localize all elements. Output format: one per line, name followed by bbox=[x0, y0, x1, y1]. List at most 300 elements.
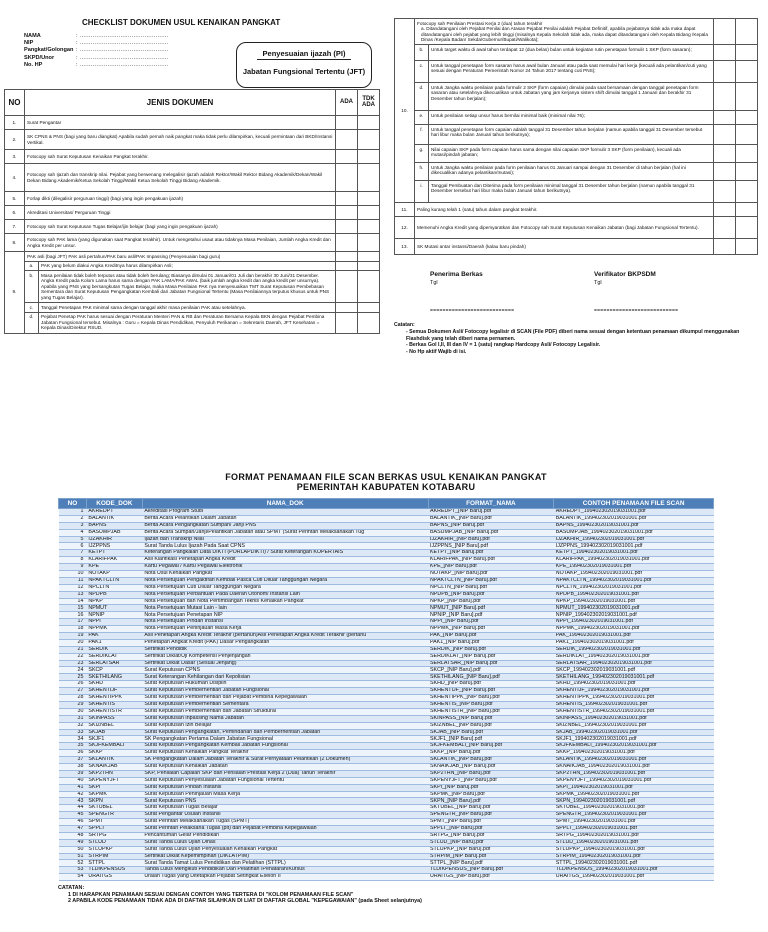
checklist-row bbox=[5, 206, 380, 220]
cell-no: 49 bbox=[59, 839, 87, 846]
subrow-key: i. bbox=[415, 181, 429, 203]
cell-kode: TLDIKPENSUS bbox=[86, 867, 142, 874]
cell-nama: Tanda Lulus Mengikuti Pendidikan Dan Pelatihan /Penataran/Kursus bbox=[142, 867, 428, 874]
cell-format: PAK_[NIP Baru].pdf bbox=[428, 633, 554, 640]
cell-nama: Nota Persetujuan Perbantuan Pada Daerah Otonom/ Instansi Lain bbox=[142, 591, 428, 598]
cell-no: 5 bbox=[59, 536, 87, 543]
cell-contoh: KLARIFPAK_199402302019031001.pdf bbox=[554, 557, 714, 564]
table-row bbox=[59, 571, 714, 578]
checklist-table-left bbox=[4, 89, 380, 334]
cell-nama: Surat Perintah Melaksanakan Tugas (SPMT) bbox=[142, 819, 428, 826]
cell-kode: KPE bbox=[86, 564, 142, 571]
table-row bbox=[59, 515, 714, 522]
cell-contoh: BAPNS_199402302019031001.pdf bbox=[554, 522, 714, 529]
table-row bbox=[59, 536, 714, 543]
cell-kode: SKP2THN bbox=[86, 770, 142, 777]
cell-kode: SERLATSAR bbox=[86, 660, 142, 667]
checkbox-tdk-ada[interactable] bbox=[358, 130, 380, 150]
catatan-block bbox=[394, 322, 758, 355]
checklist-row bbox=[395, 203, 758, 217]
cell-format: SKJFKEMBALI_[NIP Baru].pdf bbox=[428, 743, 554, 750]
table-row bbox=[59, 722, 714, 729]
checkbox-tdk-ada[interactable] bbox=[736, 61, 758, 83]
cell-contoh: SKHENTIPPK_199402302019031001.pdf bbox=[554, 695, 714, 702]
checklist-subrow bbox=[395, 163, 758, 181]
cell-kode: NPPI bbox=[86, 619, 142, 626]
cell-no: 53 bbox=[59, 867, 87, 874]
checkbox-ada[interactable] bbox=[336, 271, 358, 303]
cell-no: 32 bbox=[59, 722, 87, 729]
cell-contoh: SKIZNBEL_199402302019031001.pdf bbox=[554, 722, 714, 729]
cell-format: SKP2THN_[NIP Baru].pdf bbox=[428, 770, 554, 777]
subrow-key: c. bbox=[25, 303, 39, 313]
checklist-subrow bbox=[395, 45, 758, 61]
cell-no: 46 bbox=[59, 819, 87, 826]
cell-kode: BALANTIK bbox=[86, 515, 142, 522]
cell-contoh: KETPT_199402302019031001.pdf bbox=[554, 550, 714, 557]
cell-contoh: IJZPPNS_199402302019031001.pdf bbox=[554, 543, 714, 550]
checkbox-tdk-ada[interactable] bbox=[358, 271, 380, 303]
cell-format: BAPNS_[NIP Baru].pdf bbox=[428, 522, 554, 529]
cell-contoh: SKHENTIS_199402302019031001.pdf bbox=[554, 701, 714, 708]
row-number: 13. bbox=[395, 239, 415, 255]
checkbox-ada[interactable] bbox=[714, 83, 736, 111]
cell-no: 29 bbox=[59, 701, 87, 708]
checkbox-ada[interactable] bbox=[714, 111, 736, 125]
table-row bbox=[59, 784, 714, 791]
subrow-key: b. bbox=[25, 271, 39, 303]
cell-format: SKPN_[NIP Baru].pdf bbox=[428, 798, 554, 805]
checkbox-tdk-ada[interactable] bbox=[358, 261, 380, 271]
table-row bbox=[59, 619, 714, 626]
cell-no: 38 bbox=[59, 763, 87, 770]
cell-nama: Surat Keputusan Kenaikan Pangkat Terakhir bbox=[142, 750, 428, 757]
table-row bbox=[59, 867, 714, 874]
cell-kode: NPMUT bbox=[86, 605, 142, 612]
cell-kode: SPPLT bbox=[86, 825, 142, 832]
cell-kode: STLUD bbox=[86, 839, 142, 846]
cell-format: NPNIP_[NIP Baru].pdf bbox=[428, 612, 554, 619]
row-number: 3. bbox=[5, 150, 25, 164]
header-ada: ADA bbox=[336, 90, 358, 116]
cell-format: STLUPKP_[NIP Baru].pdf bbox=[428, 846, 554, 853]
table-row bbox=[59, 708, 714, 715]
cell-contoh: PAK_199402302019031001.pdf bbox=[554, 633, 714, 640]
cell-format: SKETHILANG_[NIP Baru].pdf bbox=[428, 674, 554, 681]
cell-contoh: SPPLT_199402302019031001.pdf bbox=[554, 825, 714, 832]
cell-nama: Berita Acara Sumpah/Janji/Pelantikan Jabatan atau SPMT (Surat Perintah Melaksanakan Tug bbox=[142, 529, 428, 536]
cell-format: SERDIKLAT_[NIP Baru].pdf bbox=[428, 653, 554, 660]
table-row bbox=[59, 584, 714, 591]
format-title-2: PEMERINTAH KABUPATEN KOTABARU bbox=[296, 482, 476, 492]
signature-block bbox=[430, 271, 744, 314]
cell-nama: Nota Persetujuan dan Nota Pertimbangan Teknis Kenaikan Pangkat bbox=[142, 598, 428, 605]
cell-format: KLARIFPAK_[NIP Baru].pdf bbox=[428, 557, 554, 564]
cell-contoh: SPMT_199402302019031001.pdf bbox=[554, 819, 714, 826]
cell-nama: Nota Persetujuan Pindah Instansi bbox=[142, 619, 428, 626]
cell-nama: Surat Perintah Pelaksana Tugas (plt) dari Pejabat Pembina Kepegawaian bbox=[142, 825, 428, 832]
cell-contoh: SERDIKLAT_199402302019031001.pdf bbox=[554, 653, 714, 660]
checklist-subrow bbox=[5, 271, 380, 303]
pi-jft-box bbox=[236, 42, 372, 88]
cell-contoh: SKJFKEMBALI_199402302019031001.pdf bbox=[554, 743, 714, 750]
cell-nama: Surat Keputusan Pemberhentian Jabatan Fungsional bbox=[142, 688, 428, 695]
checkbox-ada[interactable] bbox=[336, 252, 358, 262]
cell-format: SKHENTISTR_[NIP Baru].pdf bbox=[428, 708, 554, 715]
cell-nama: Uraian Tugas yang Ditetapkan Pejabat Setingkat Eselon II bbox=[142, 874, 428, 881]
cell-format: SKINPASS_[NIP Baru].pdf bbox=[428, 715, 554, 722]
cell-no: 50 bbox=[59, 846, 87, 853]
table-row bbox=[59, 639, 714, 646]
cell-no: 27 bbox=[59, 688, 87, 695]
signature-receiver bbox=[430, 271, 580, 314]
cell-nama: Surat Keputusan Tugas Belajar bbox=[142, 805, 428, 812]
cell-kode: SKTUBEL bbox=[86, 805, 142, 812]
cell-no: 40 bbox=[59, 777, 87, 784]
checklist-row bbox=[5, 234, 380, 252]
cell-kode: BASUMPJAB bbox=[86, 529, 142, 536]
format-title-1: FORMAT PENAMAAN FILE SCAN BERKAS USUL KENAIKAN PANGKAT bbox=[225, 472, 547, 482]
checklist-row bbox=[5, 192, 380, 206]
cell-contoh: KPE_199402302019031001.pdf bbox=[554, 564, 714, 571]
table-row bbox=[59, 874, 714, 881]
subrow-text: Untuk Jangka waktu penilaian pada form penilaian harus 01 Januari sampai dengan 31 Desember di tahun berjalan (hal ini dikecualikan adanya pelantikan/mutasi); bbox=[429, 163, 714, 181]
checkbox-tdk-ada[interactable] bbox=[358, 164, 380, 192]
cell-contoh: SKINPASS_199402302019031001.pdf bbox=[554, 715, 714, 722]
checkbox-tdk-ada[interactable] bbox=[736, 19, 758, 45]
subrow-text: PAK yang belum diakui Angka Kreditnya harus dilampirkan Asli; bbox=[39, 261, 336, 271]
cell-contoh: AKREDPT_199402302019031001.pdf bbox=[554, 509, 714, 516]
cell-kode: NPDPB bbox=[86, 591, 142, 598]
cell-format: STRPIM_[NIP Baru].pdf bbox=[428, 853, 554, 860]
cell-no: 37 bbox=[59, 757, 87, 764]
checkbox-ada[interactable] bbox=[336, 261, 358, 271]
cell-contoh: NPNIP_199402302019031001.pdf bbox=[554, 612, 714, 619]
catatan-list bbox=[406, 329, 758, 355]
table-row bbox=[59, 633, 714, 640]
cell-format: SRTPG_[NIP Baru].pdf bbox=[428, 832, 554, 839]
cell-contoh: SKLANTIK_199402302019031001.pdf bbox=[554, 757, 714, 764]
table-row bbox=[59, 674, 714, 681]
checkbox-ada[interactable] bbox=[336, 150, 358, 164]
identity-label: NIP bbox=[24, 40, 34, 47]
checkbox-tdk-ada[interactable] bbox=[358, 206, 380, 220]
checklist-row bbox=[5, 130, 380, 150]
cell-format: NPMUT_[NIP Baru].pdf bbox=[428, 605, 554, 612]
cell-contoh: SKPI_199402302019031001.pdf bbox=[554, 784, 714, 791]
cell-format: SKPMK_[NIP Baru].pdf bbox=[428, 791, 554, 798]
cell-contoh: SERLATSAR_199402302019031001.pdf bbox=[554, 660, 714, 667]
table-row bbox=[59, 605, 714, 612]
row-number: 9. bbox=[5, 252, 25, 334]
subrow-text: Masa penilaian tidak boleh terputus atau tidak boleh berulang; Biasanya dimulai 01 Januari/01 Juli dan berakhir 30 Juni/31 Desember. Angka Kredit pada Kolom Lama harus sama dengan PAK LAMA/PAK AWAL (baik jumlah angka kredit dan angka kredit per unsurnya). Apabila yang PNS yang bersangkutan Tugas Belajar, maka Masa Penilaian PAK nya menyesuaikan TMT Surat Keputusan Pembebasan Sementara dan Surat Keputusan Pengangkatan Kembali dari Jabatan Fungsional Tertentu (Masa Penilaiannya terputus khusus untuk PNS yang Tugas Belajar). bbox=[39, 271, 336, 303]
cell-contoh: TLDIKPENSUS_199402302019031001.pdf bbox=[554, 867, 714, 874]
checkbox-tdk-ada[interactable] bbox=[736, 217, 758, 239]
row-number: 5. bbox=[5, 192, 25, 206]
checkbox-tdk-ada[interactable] bbox=[736, 239, 758, 255]
subrow-text: Tanggal Pembuatan dan Diterima pada form penilaian minimal tanggal 31 Desember tahun berjalan (namun apabila tanggal 31 Desember tersebut hari libur maka bulan Januari tahun berikutnya). bbox=[429, 181, 714, 203]
cell-nama: Sertifikat Diklat Dasar (Sesuai Jenjang) bbox=[142, 660, 428, 667]
cell-no: 35 bbox=[59, 743, 87, 750]
cell-nama: Surat Keputusan Pengangkatan Kembali Jabatan Fungsional bbox=[142, 743, 428, 750]
cell-format: NPAKTCLTN_[NIP Baru].pdf bbox=[428, 577, 554, 584]
cell-format: BASUMPJAB_[NIP Baru].pdf bbox=[428, 529, 554, 536]
cell-nama: Kartu Pegawai / Kartu Pegawai Elektronik bbox=[142, 564, 428, 571]
checklist-subrow bbox=[5, 261, 380, 271]
cell-format: SPMT_[NIP Baru].pdf bbox=[428, 819, 554, 826]
checklist-subrow bbox=[5, 312, 380, 333]
checklist-row-10 bbox=[395, 19, 758, 45]
cell-no: 24 bbox=[59, 667, 87, 674]
table-row bbox=[59, 509, 714, 516]
box-line-1: Penyesuaian ijazah (PI) bbox=[257, 48, 352, 60]
verifier-title: Verifikator BKPSDM bbox=[594, 271, 656, 279]
checkbox-tdk-ada[interactable] bbox=[736, 163, 758, 181]
cell-contoh: STLUD_199402302019031001.pdf bbox=[554, 839, 714, 846]
format-table bbox=[58, 498, 714, 881]
cell-format: AKREDPT_[NIP Baru].pdf bbox=[428, 509, 554, 516]
cell-kode: SKIZNBEL bbox=[86, 722, 142, 729]
cell-kode: SKJF1 bbox=[86, 736, 142, 743]
cell-kode: KLARIFPAK bbox=[86, 557, 142, 564]
cell-no: 39 bbox=[59, 770, 87, 777]
cell-nama: Nota Persetujuan Pengaktifan Kembali Pasca Cuti Diluar Tanggungan Negara bbox=[142, 577, 428, 584]
checkbox-tdk-ada[interactable] bbox=[358, 192, 380, 206]
cell-kode: NPNIP bbox=[86, 612, 142, 619]
row-text: Fotocopy sah Surat Keputusan Tugas Belajar/ijin belajar (bagi yang ingin pengakuan ijazah) bbox=[25, 220, 336, 234]
cell-contoh: URAITGS_199402302019031001.pdf bbox=[554, 874, 714, 881]
cell-contoh: NPPI_199402302019031001.pdf bbox=[554, 619, 714, 626]
cell-nama: Surat Keterangan Kehilangan dari Kepolisian bbox=[142, 674, 428, 681]
cell-no: 21 bbox=[59, 646, 87, 653]
identity-value: : ................................................ bbox=[76, 40, 169, 47]
cell-kode: SPMT bbox=[86, 819, 142, 826]
table-row bbox=[59, 757, 714, 764]
table-row bbox=[59, 598, 714, 605]
cell-no: 34 bbox=[59, 736, 87, 743]
checkbox-ada[interactable] bbox=[714, 203, 736, 217]
cell-no: 10 bbox=[59, 571, 87, 578]
checkbox-tdk-ada[interactable] bbox=[736, 181, 758, 203]
checkbox-tdk-ada[interactable] bbox=[736, 203, 758, 217]
cell-kode: SKNAIKJAB bbox=[86, 763, 142, 770]
checkbox-tdk-ada[interactable] bbox=[736, 145, 758, 163]
cell-kode: SKCP bbox=[86, 667, 142, 674]
format-note-item: 2 APABILA KODE PENAMAAN TIDAK ADA DI DAFTAR SILAHKAN DI LIAT DI DAFTAR GLOBAL "KEPEGAWAIAN" (pada Sheet selanjutnya) bbox=[68, 897, 422, 904]
checkbox-ada[interactable] bbox=[336, 164, 358, 192]
verifier-date: Tgl bbox=[594, 280, 602, 287]
cell-contoh: NPKP_199402302019031001.pdf bbox=[554, 598, 714, 605]
cell-no: 41 bbox=[59, 784, 87, 791]
cell-contoh: SKNAIKJAB_199402302019031001.pdf bbox=[554, 763, 714, 770]
cell-format: NPPI_[NIP Baru].pdf bbox=[428, 619, 554, 626]
cell-kode: PAK1 bbox=[86, 639, 142, 646]
cell-nama: Surat Pengantar Usulan Instansi bbox=[142, 812, 428, 819]
cell-no: 2 bbox=[59, 515, 87, 522]
checkbox-tdk-ada[interactable] bbox=[358, 303, 380, 313]
cell-format: SKIZNBEL_[NIP Baru].pdf bbox=[428, 722, 554, 729]
cell-nama: SK Pengangkatan Pertama Dalam Jabatan Fungsional bbox=[142, 736, 428, 743]
cell-nama: Nota Persetujuan Cuti Diluar Tanggungan Negara bbox=[142, 584, 428, 591]
checkbox-ada[interactable] bbox=[714, 239, 736, 255]
cell-kode: NOTAKP bbox=[86, 571, 142, 578]
cell-kode: IJZAKHIR bbox=[86, 536, 142, 543]
checkbox-tdk-ada[interactable] bbox=[358, 252, 380, 262]
checkbox-ada[interactable] bbox=[714, 145, 736, 163]
checkbox-ada[interactable] bbox=[714, 45, 736, 61]
checkbox-ada[interactable] bbox=[336, 312, 358, 333]
table-row bbox=[59, 770, 714, 777]
cell-no: 54 bbox=[59, 874, 87, 881]
checkbox-tdk-ada[interactable] bbox=[358, 150, 380, 164]
fheader-kode: KODE_DOK bbox=[86, 499, 142, 509]
subrow-text: Tanggal Penetapan PAK minimal sama dengan tanggal akhir masa penilaian PAK atau setelahnya. bbox=[39, 303, 336, 313]
cell-kode: PAK bbox=[86, 633, 142, 640]
cell-format: IJZAKHIR_[NIP Baru].pdf bbox=[428, 536, 554, 543]
checkbox-ada[interactable] bbox=[714, 181, 736, 203]
cell-nama: Nota Persetujuan Peninjauan Masa Kerja bbox=[142, 626, 428, 633]
checkbox-ada[interactable] bbox=[336, 206, 358, 220]
checkbox-tdk-ada[interactable] bbox=[358, 220, 380, 234]
cell-no: 42 bbox=[59, 791, 87, 798]
header-doc: JENIS DOKUMEN bbox=[25, 90, 336, 116]
table-row bbox=[59, 626, 714, 633]
cell-kode: SKINPASS bbox=[86, 715, 142, 722]
subrow-text: Nilai capaian SKP pada form capaian harus sama dengan nilai capaian SKP formulir 3 SKP (form penilaian), kecuali ada mutasi/pindah jabatan; bbox=[429, 145, 714, 163]
fheader-format: FORMAT_NAMA bbox=[428, 499, 554, 509]
checklist-title: CHECKLIST DOKUMEN USUL KENAIKAN PANGKAT bbox=[82, 18, 281, 27]
checkbox-ada[interactable] bbox=[336, 192, 358, 206]
cell-format: SKKP_[NIP Baru].pdf bbox=[428, 750, 554, 757]
checkbox-ada[interactable] bbox=[336, 130, 358, 150]
cell-kode: BAPNS bbox=[86, 522, 142, 529]
cell-no: 17 bbox=[59, 619, 87, 626]
identity-value: : ................................................ bbox=[76, 54, 169, 61]
cell-kode: STRPIM bbox=[86, 853, 142, 860]
checkbox-tdk-ada[interactable] bbox=[358, 312, 380, 333]
header-tdk: TDK ADA bbox=[358, 90, 380, 116]
cell-nama: Ijazah dan Transkrip Nilai bbox=[142, 536, 428, 543]
subrow-key: d. bbox=[25, 312, 39, 333]
table-row bbox=[59, 812, 714, 819]
cell-nama: Surat Keputusan Pengangkatan, Pemindahan dan Pemberhentian Jabatan bbox=[142, 729, 428, 736]
table-row bbox=[59, 750, 714, 757]
cell-format: SKLANTIK_[NIP Baru].pdf bbox=[428, 757, 554, 764]
cell-format: PAK1_[NIP Baru].pdf bbox=[428, 639, 554, 646]
cell-kode: SKPI bbox=[86, 784, 142, 791]
cell-contoh: SKP2THN_199402302019031001.pdf bbox=[554, 770, 714, 777]
subrow-text: Untuk Jangka waktu penilaian pada formulir 2 SKP (form capaian) dimulai pada saat bersamaan dengan tanggal penetapan form sasaran atau setelahnya dikecualikan untuk Jabatan yang jam kerjanya sistem shift dimulai tanggal 1 Januari dan berakhir 31 Desember tahun berjalan); bbox=[429, 83, 714, 111]
checkbox-ada[interactable] bbox=[714, 163, 736, 181]
cell-kode: SKLANTIK bbox=[86, 757, 142, 764]
cell-nama: Akreditasi Program Studi bbox=[142, 509, 428, 516]
row-text: SK Mutasi antar instansi/Daerah (kalau baru pindah) bbox=[415, 239, 714, 255]
subrow-key: g. bbox=[415, 145, 429, 163]
checkbox-ada[interactable] bbox=[714, 125, 736, 145]
checklist-row bbox=[5, 164, 380, 192]
checkbox-ada[interactable] bbox=[336, 220, 358, 234]
cell-kode: SERDIKLAT bbox=[86, 653, 142, 660]
checkbox-ada[interactable] bbox=[336, 303, 358, 313]
cell-kode: STLUPKP bbox=[86, 846, 142, 853]
checkbox-ada[interactable] bbox=[336, 116, 358, 130]
checkbox-ada[interactable] bbox=[714, 61, 736, 83]
cell-nama: Surat Keputusan Pemberhentian dari Pejabat Pembina Kepegawaian bbox=[142, 695, 428, 702]
identity-label: Pangkat/Golongan bbox=[24, 47, 74, 54]
identity-label: NAMA bbox=[24, 33, 41, 39]
checkbox-tdk-ada[interactable] bbox=[736, 125, 758, 145]
table-row bbox=[59, 819, 714, 826]
cell-kode: SERDIK bbox=[86, 646, 142, 653]
checklist-subrow bbox=[395, 83, 758, 111]
checkbox-tdk-ada[interactable] bbox=[736, 45, 758, 61]
cell-nama: Surat Keputusan Penyesuaian Jabatan Fungsional Tertentu bbox=[142, 777, 428, 784]
checkbox-ada[interactable] bbox=[714, 217, 736, 239]
cell-kode: SPENGTR bbox=[86, 812, 142, 819]
table-row bbox=[59, 564, 714, 571]
cell-kode: SKETHILANG bbox=[86, 674, 142, 681]
cell-nama: Nota Persetujuan Penetapan NIP bbox=[142, 612, 428, 619]
cell-nama: Penetapan Angkat Kredit (PAK) Dasar Pengangkatan bbox=[142, 639, 428, 646]
identity-row bbox=[24, 33, 380, 40]
cell-no: 1 bbox=[59, 509, 87, 516]
row-text: Paling kurang telah 1 (satu) tahun dalam pangkat terakhir. bbox=[415, 203, 714, 217]
cell-format: STLUD_[NIP Baru].pdf bbox=[428, 839, 554, 846]
table-row bbox=[59, 522, 714, 529]
row-text: Fotocopy sah Ijazah dan transkrip nilai. Pejabat yang berwenang melegalisir Ijazah adalah Rektor/Wakil Rektor Bidang Akademik/Dekan/Wakil Dekan Bidang Akademik/Ketua Sekolah Tinggi/Wakil Ketua Sekolah Tinggi Bidang Akademik. bbox=[25, 164, 336, 192]
cell-no: 19 bbox=[59, 633, 87, 640]
checkbox-tdk-ada[interactable] bbox=[358, 116, 380, 130]
cell-nama: Surat Keputusan PNS bbox=[142, 798, 428, 805]
cell-nama: Sertifikat Pendidik bbox=[142, 646, 428, 653]
cell-nama: Asli Penetapan Angka Kredit Terakhir (pertahun)Asli Penetapan Angka Kredit Terakhir (pertahu bbox=[142, 633, 428, 640]
table-row bbox=[59, 846, 714, 853]
cell-contoh: SKPN_199402302019031001.pdf bbox=[554, 798, 714, 805]
checkbox-tdk-ada[interactable] bbox=[736, 83, 758, 111]
table-row bbox=[59, 577, 714, 584]
checklist-table-right bbox=[394, 18, 758, 255]
cell-contoh: SKTUBEL_199402302019031001.pdf bbox=[554, 805, 714, 812]
table-row bbox=[59, 695, 714, 702]
cell-no: 51 bbox=[59, 853, 87, 860]
checklist-row bbox=[5, 116, 380, 130]
table-row bbox=[59, 557, 714, 564]
cell-format: NPCLTN_[NIP Baru].pdf bbox=[428, 584, 554, 591]
cell-nama: SK Pengangkatan Dalam Jabatan Terakhir & Surat Pernyataan Pelantikan (2 Dokumen) bbox=[142, 757, 428, 764]
cell-contoh: SKPMK_199402302019031001.pdf bbox=[554, 791, 714, 798]
checkbox-tdk-ada[interactable] bbox=[736, 111, 758, 125]
cell-nama: Surat Keputusan CPNS bbox=[142, 667, 428, 674]
cell-format: SKJAB_[NIP Baru].pdf bbox=[428, 729, 554, 736]
cell-kode: AKREDPT bbox=[86, 509, 142, 516]
cell-no: 3 bbox=[59, 522, 87, 529]
table-row bbox=[59, 791, 714, 798]
checkbox-tdk-ada[interactable] bbox=[358, 234, 380, 252]
cell-format: SPPLT_[NIP Baru].pdf bbox=[428, 825, 554, 832]
checkbox-ada[interactable] bbox=[714, 19, 736, 45]
checkbox-ada[interactable] bbox=[336, 234, 358, 252]
cell-kode: SKKP bbox=[86, 750, 142, 757]
checklist-subrow bbox=[395, 145, 758, 163]
cell-nama: Surat Tanda Lulus Ujian Dinas bbox=[142, 839, 428, 846]
cell-nama: Berita Acara Pengangkatan Sumpah/ Janji PNS bbox=[142, 522, 428, 529]
row-number: 6. bbox=[5, 206, 25, 220]
subrow-key: f. bbox=[415, 125, 429, 145]
cell-no: 28 bbox=[59, 695, 87, 702]
cell-contoh: SRTPG_199402302019031001.pdf bbox=[554, 832, 714, 839]
cell-nama: Surat Keputusan Kenaikan Jabatan bbox=[142, 763, 428, 770]
cell-nama: Surat Keputusan Pindah Instansi bbox=[142, 784, 428, 791]
